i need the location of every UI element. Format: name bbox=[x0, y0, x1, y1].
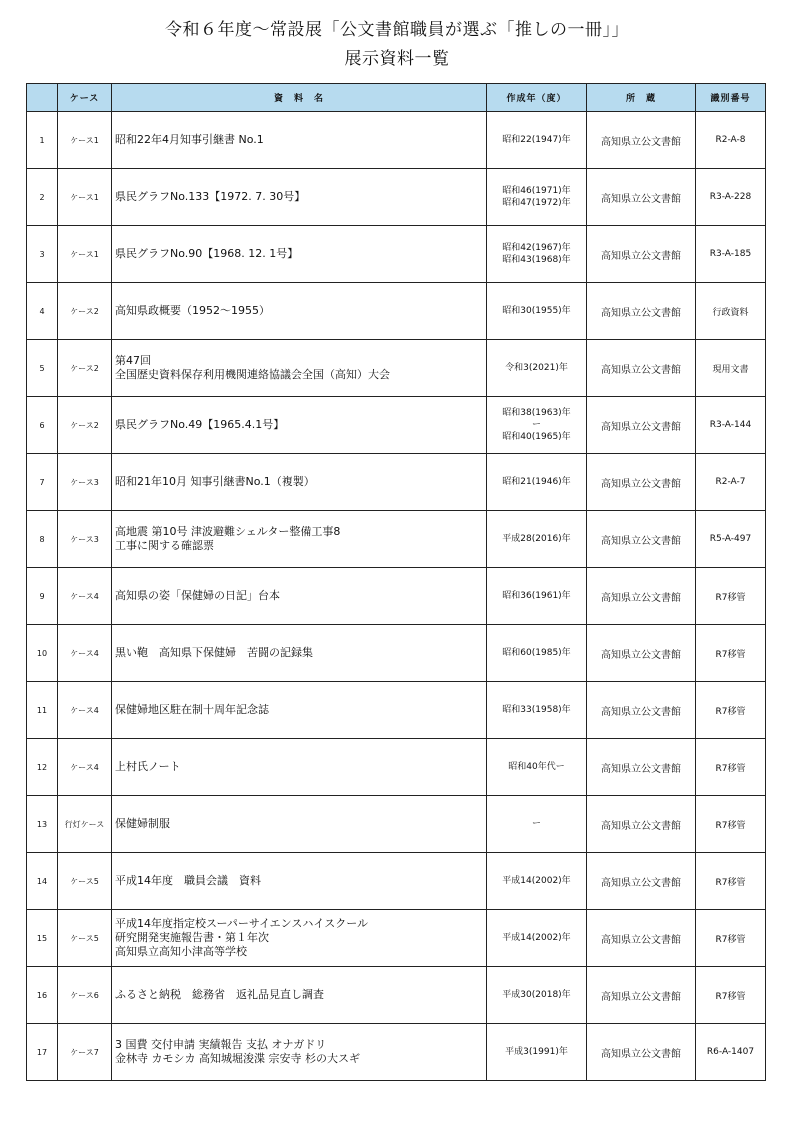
table-row bbox=[27, 454, 766, 511]
creation-year-line: 昭和36(1961)年 bbox=[502, 590, 571, 601]
creation-year bbox=[487, 625, 587, 682]
creation-year-line: 昭和22(1947)年 bbox=[502, 134, 571, 145]
material-name-line: 全国歴史資料保存利用機関連絡協議会全国（高知）大会 bbox=[115, 368, 390, 381]
case-cell: ケース2 bbox=[58, 397, 112, 454]
row-number: 10 bbox=[27, 625, 58, 682]
creation-year bbox=[487, 853, 587, 910]
identifier-cell: R7移管 bbox=[696, 682, 766, 739]
material-name-line: 保健婦制服 bbox=[115, 817, 170, 831]
creation-year-line: 昭和30(1955)年 bbox=[502, 305, 571, 316]
case-cell: ケース4 bbox=[58, 739, 112, 796]
case-cell: ケース1 bbox=[58, 226, 112, 283]
case-cell: ケース2 bbox=[58, 340, 112, 397]
material-name-line: 高知県立高知小津高等学校 bbox=[115, 944, 247, 958]
row-number: 17 bbox=[27, 1024, 58, 1081]
creation-year-line: 昭和42(1967)年 bbox=[502, 242, 571, 253]
table-row bbox=[27, 511, 766, 568]
material-name bbox=[112, 1024, 487, 1081]
header-code: 識別番号 bbox=[696, 84, 766, 112]
table-row bbox=[27, 796, 766, 853]
identifier-cell: R7移管 bbox=[696, 910, 766, 967]
identifier-cell: 現用文書 bbox=[696, 340, 766, 397]
row-number: 8 bbox=[27, 511, 58, 568]
creation-year-line: 昭和38(1963)年 bbox=[502, 407, 571, 418]
holder-cell: 高知県立公文書館 bbox=[587, 112, 696, 169]
identifier-cell: R7移管 bbox=[696, 739, 766, 796]
table-row bbox=[27, 739, 766, 796]
creation-year-line: 平成30(2018)年 bbox=[502, 989, 571, 1000]
creation-year bbox=[487, 568, 587, 625]
creation-year-line: 昭和47(1972)年 bbox=[502, 198, 571, 208]
holder-cell: 高知県立公文書館 bbox=[587, 967, 696, 1024]
holder-cell: 高知県立公文書館 bbox=[587, 739, 696, 796]
creation-year-line: 昭和21(1946)年 bbox=[502, 476, 571, 487]
holder-cell: 高知県立公文書館 bbox=[587, 169, 696, 226]
holder-cell: 高知県立公文書館 bbox=[587, 568, 696, 625]
creation-year bbox=[487, 739, 587, 796]
holder-cell: 高知県立公文書館 bbox=[587, 397, 696, 454]
case-cell: ケース7 bbox=[58, 1024, 112, 1081]
row-number: 2 bbox=[27, 169, 58, 226]
document-subtitle: 展示資料一覧 bbox=[344, 49, 450, 69]
table-row bbox=[27, 340, 766, 397]
material-name bbox=[112, 226, 487, 283]
creation-year bbox=[487, 226, 587, 283]
header-case: ケース bbox=[58, 84, 112, 112]
creation-year bbox=[487, 169, 587, 226]
table-row bbox=[27, 226, 766, 283]
row-number: 15 bbox=[27, 910, 58, 967]
header-no bbox=[27, 84, 58, 112]
case-cell: ケース1 bbox=[58, 169, 112, 226]
table-row bbox=[27, 682, 766, 739]
case-cell: ケース5 bbox=[58, 910, 112, 967]
creation-year-line: ー bbox=[531, 818, 541, 829]
material-name bbox=[112, 568, 487, 625]
creation-year-line: 昭和60(1985)年 bbox=[502, 647, 571, 658]
material-name-line: 保健婦地区駐在制十周年記念誌 bbox=[115, 703, 269, 717]
material-name-line: 高地震 第10号 津波避難シェルター整備工事8 bbox=[115, 525, 341, 539]
creation-year-line: 令和3(2021)年 bbox=[505, 362, 568, 373]
material-name bbox=[112, 511, 487, 568]
creation-year-line: 昭和40(1965)年 bbox=[502, 432, 571, 443]
row-number: 6 bbox=[27, 397, 58, 454]
table-row bbox=[27, 397, 766, 454]
creation-year-line: 昭和40年代ー bbox=[508, 761, 565, 772]
identifier-cell: R7移管 bbox=[696, 967, 766, 1024]
material-name-line: 平成14年度 職員会議 資料 bbox=[115, 874, 261, 888]
material-name-line: 3 国費 交付申請 実績報告 支払 オナガドリ bbox=[115, 1038, 327, 1052]
creation-year bbox=[487, 967, 587, 1024]
material-name bbox=[112, 853, 487, 910]
creation-year bbox=[487, 454, 587, 511]
creation-year bbox=[487, 283, 587, 340]
holder-cell: 高知県立公文書館 bbox=[587, 796, 696, 853]
row-number: 12 bbox=[27, 739, 58, 796]
material-name-line: 昭和21年10月 知事引継書No.1（複製） bbox=[115, 475, 315, 489]
creation-year-line: 平成28(2016)年 bbox=[502, 533, 571, 544]
case-cell: ケース4 bbox=[58, 625, 112, 682]
material-name bbox=[112, 910, 487, 967]
material-name bbox=[112, 454, 487, 511]
creation-year bbox=[487, 340, 587, 397]
header-name: 資 料 名 bbox=[112, 84, 487, 112]
holder-cell: 高知県立公文書館 bbox=[587, 283, 696, 340]
material-name-line: 平成14年度指定校スーパーサイエンスハイスクール bbox=[115, 917, 369, 931]
case-cell: 行灯ケース bbox=[58, 796, 112, 853]
creation-year bbox=[487, 796, 587, 853]
case-cell: ケース6 bbox=[58, 967, 112, 1024]
identifier-cell: R3-A-185 bbox=[696, 226, 766, 283]
material-name-line: 第47回 bbox=[115, 354, 151, 368]
holder-cell: 高知県立公文書館 bbox=[587, 625, 696, 682]
creation-year bbox=[487, 1024, 587, 1081]
identifier-cell: R7移管 bbox=[696, 568, 766, 625]
identifier-cell: R6-A-1407 bbox=[696, 1024, 766, 1081]
creation-year-line: 平成14(2002)年 bbox=[502, 875, 571, 886]
table-body bbox=[27, 112, 766, 1081]
material-name bbox=[112, 283, 487, 340]
row-number: 13 bbox=[27, 796, 58, 853]
holder-cell: 高知県立公文書館 bbox=[587, 454, 696, 511]
case-cell: ケース3 bbox=[58, 454, 112, 511]
identifier-cell: 行政資料 bbox=[696, 283, 766, 340]
holder-cell: 高知県立公文書館 bbox=[587, 910, 696, 967]
identifier-cell: R3-A-228 bbox=[696, 169, 766, 226]
identifier-cell: R7移管 bbox=[696, 625, 766, 682]
material-name bbox=[112, 739, 487, 796]
case-cell: ケース1 bbox=[58, 112, 112, 169]
case-cell: ケース4 bbox=[58, 682, 112, 739]
material-name bbox=[112, 796, 487, 853]
material-name bbox=[112, 169, 487, 226]
identifier-cell: R5-A-497 bbox=[696, 511, 766, 568]
row-number: 16 bbox=[27, 967, 58, 1024]
identifier-cell: R7移管 bbox=[696, 796, 766, 853]
material-name-line: 研究開発実施報告書・第１年次 bbox=[115, 931, 269, 945]
header-holder: 所 蔵 bbox=[587, 84, 696, 112]
table-row bbox=[27, 112, 766, 169]
material-name-line: 昭和22年4月知事引継書 No.1 bbox=[115, 133, 264, 147]
holder-cell: 高知県立公文書館 bbox=[587, 1024, 696, 1081]
table-row bbox=[27, 625, 766, 682]
row-number: 5 bbox=[27, 340, 58, 397]
row-number: 3 bbox=[27, 226, 58, 283]
identifier-cell: R2-A-7 bbox=[696, 454, 766, 511]
table-row bbox=[27, 169, 766, 226]
identifier-cell: R2-A-8 bbox=[696, 112, 766, 169]
table-row bbox=[27, 283, 766, 340]
table-row bbox=[27, 967, 766, 1024]
table-row bbox=[27, 568, 766, 625]
case-cell: ケース5 bbox=[58, 853, 112, 910]
creation-year bbox=[487, 112, 587, 169]
creation-year-line: 昭和46(1971)年 bbox=[502, 185, 571, 196]
creation-year-line: 平成14(2002)年 bbox=[502, 932, 571, 943]
material-name-line: 高知県政概要（1952～1955） bbox=[115, 304, 270, 318]
header-year: 作成年（度） bbox=[487, 84, 587, 112]
table-row bbox=[27, 910, 766, 967]
creation-year-line: 昭和43(1968)年 bbox=[502, 255, 571, 265]
material-name bbox=[112, 397, 487, 454]
holder-cell: 高知県立公文書館 bbox=[587, 853, 696, 910]
creation-year-line: 平成3(1991)年 bbox=[505, 1046, 568, 1057]
table-row bbox=[27, 1024, 766, 1081]
row-number: 1 bbox=[27, 112, 58, 169]
material-name bbox=[112, 967, 487, 1024]
case-cell: ケース4 bbox=[58, 568, 112, 625]
creation-year-line: 昭和33(1958)年 bbox=[502, 704, 571, 715]
row-number: 11 bbox=[27, 682, 58, 739]
material-name-line: 上村氏ノート bbox=[115, 760, 181, 774]
document-title: 令和６年度～常設展「公文書館職員が選ぶ「推しの一冊」」 bbox=[165, 20, 629, 40]
row-number: 4 bbox=[27, 283, 58, 340]
material-name-line: ふるさと納税 総務省 返礼品見直し調査 bbox=[115, 988, 324, 1002]
material-name bbox=[112, 112, 487, 169]
creation-year bbox=[487, 397, 587, 454]
creation-year bbox=[487, 682, 587, 739]
material-name bbox=[112, 625, 487, 682]
material-name bbox=[112, 340, 487, 397]
identifier-cell: R3-A-144 bbox=[696, 397, 766, 454]
creation-year bbox=[487, 910, 587, 967]
material-name-line: 県民グラフNo.133【1972. 7. 30号】 bbox=[115, 190, 306, 204]
material-name-line: 県民グラフNo.49【1965.4.1号】 bbox=[115, 418, 285, 432]
creation-year bbox=[487, 511, 587, 568]
row-number: 14 bbox=[27, 853, 58, 910]
material-name-line: 工事に関する確認票 bbox=[115, 539, 214, 552]
table-header-row bbox=[27, 84, 766, 112]
material-name-line: 金林寺 カモシカ 高知城堀浚渫 宗安寺 杉の大スギ bbox=[115, 1052, 360, 1065]
row-number: 7 bbox=[27, 454, 58, 511]
identifier-cell: R7移管 bbox=[696, 853, 766, 910]
material-name-line: 県民グラフNo.90【1968. 12. 1号】 bbox=[115, 247, 299, 261]
table-row bbox=[27, 853, 766, 910]
material-name bbox=[112, 682, 487, 739]
holder-cell: 高知県立公文書館 bbox=[587, 511, 696, 568]
material-name-line: 黒い鞄 高知県下保健婦 苦闘の記録集 bbox=[115, 646, 313, 660]
holder-cell: 高知県立公文書館 bbox=[587, 226, 696, 283]
holder-cell: 高知県立公文書館 bbox=[587, 682, 696, 739]
holder-cell: 高知県立公文書館 bbox=[587, 340, 696, 397]
case-cell: ケース3 bbox=[58, 511, 112, 568]
material-name-line: 高知県の姿「保健婦の日記」台本 bbox=[115, 589, 280, 603]
case-cell: ケース2 bbox=[58, 283, 112, 340]
row-number: 9 bbox=[27, 568, 58, 625]
creation-year-line: ー bbox=[531, 419, 541, 430]
exhibit-table bbox=[26, 83, 766, 1081]
